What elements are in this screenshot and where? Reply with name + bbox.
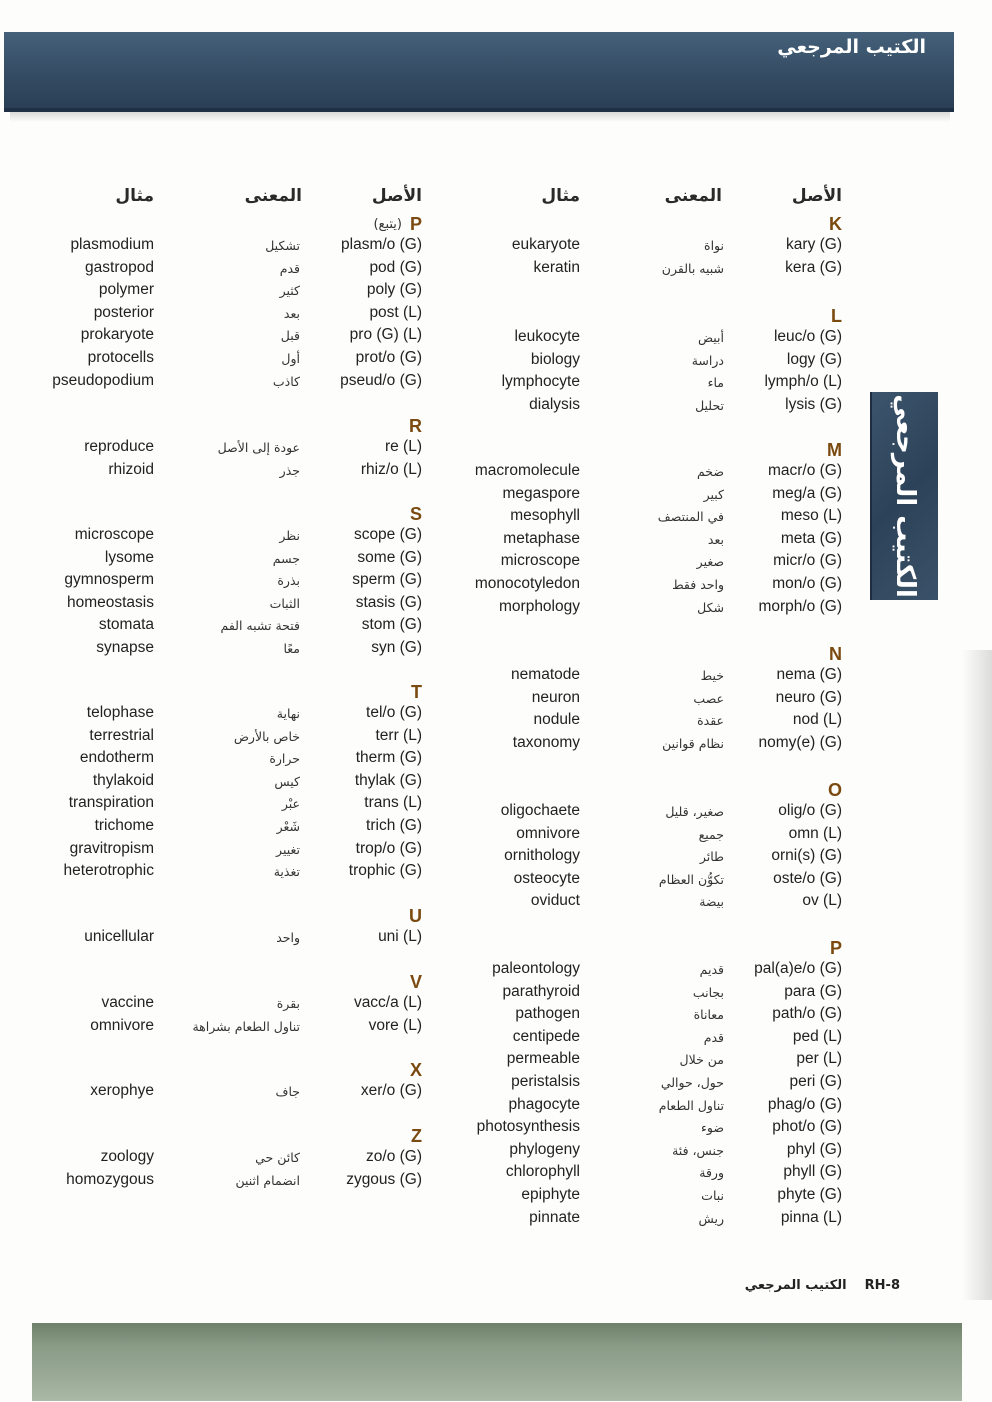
example-word: thylakoid [92,771,154,789]
header-meaning-right: المعنى [664,186,722,206]
section-letter: T [411,682,422,702]
example-word: heterotrophic [63,862,154,880]
meaning-text: قدم [703,1029,724,1045]
root-term: syn (G) [371,639,422,656]
example-word: nematode [511,666,580,683]
example-word: homozygous [66,1170,154,1188]
example-word: lymphocyte [501,373,580,391]
section-letter: P [409,214,422,234]
meaning-text: ريش [698,1210,724,1226]
example-word: pinnate [529,1208,580,1226]
example-word: macromolecule [474,462,580,479]
root-term: nomy(e) (G) [758,733,842,751]
example-word: eukaryote [511,236,580,253]
root-term: tel/o (G) [366,704,422,721]
root-term: nod (L) [792,711,842,729]
meaning-text: تناول الطعام [658,1097,724,1113]
meaning-text: كثير [279,283,300,299]
root-term: zygous (G) [346,1170,422,1188]
section-letter: X [409,1060,422,1080]
example-word: permeable [506,1050,580,1068]
section-letter: K [829,214,842,234]
root-term: para (G) [784,982,842,1000]
example-word: phagocyte [508,1095,580,1113]
root-term: meso (L) [780,507,842,525]
header-example-right: مثال [541,186,580,206]
root-term: kera (G) [785,258,842,276]
meaning-text: عصب [693,690,724,706]
header-root-right: الأصل [791,186,842,206]
section-letter: L [831,306,842,326]
root-term: pro (G) (L) [349,326,422,344]
example-word: xerophye [90,1082,154,1099]
root-term: pseud/o (G) [340,371,422,389]
section-letter: M [827,440,842,460]
root-term: pod (G) [369,258,422,276]
example-word: prokaryote [80,326,154,344]
root-term: leuc/o (G) [773,328,842,345]
meaning-text: شبيه بالقرن [661,260,724,276]
meaning-text: معاناة [693,1007,724,1023]
meaning-text: بجانب [692,984,724,1000]
meaning-text: نواة [704,238,724,253]
header-root-left: الأصل [371,186,422,206]
root-term: trop/o (G) [355,839,422,857]
root-term: phyte (G) [777,1186,842,1203]
example-word: endotherm [79,749,154,767]
example-word: centipede [512,1027,580,1045]
example-word: megaspore [502,484,580,502]
root-term: some (G) [357,548,422,566]
example-word: posterior [93,303,154,321]
root-term: logy (G) [786,350,842,368]
example-word: nodule [533,711,580,729]
meaning-text: كيس [274,773,300,789]
example-word: unicellular [84,928,154,945]
root-term: micr/o (G) [773,552,842,570]
example-word: omnivore [516,824,580,842]
root-term: zo/o (G) [366,1148,422,1165]
root-term: rhiz/o (L) [360,460,422,478]
root-term: vacc/a (L) [353,994,422,1011]
root-term: path/o (G) [772,1005,842,1023]
meaning-text: خاص بالأرض [233,728,300,744]
example-word: oligochaete [500,802,580,819]
example-word: rhizoid [108,460,154,478]
meaning-text: واحد [276,930,300,945]
root-term: re (L) [384,438,422,455]
root-term: meg/a (G) [772,484,842,502]
root-term: terr (L) [375,726,422,744]
root-term: neuro (G) [775,688,842,706]
root-term: thylak (G) [354,771,422,789]
meaning-text: انضمام اثنين [235,1172,300,1188]
meaning-text: ورقة [699,1165,724,1181]
example-word: vaccine [101,994,154,1011]
root-term: trich (G) [366,817,422,834]
meaning-text: جميع [698,826,724,842]
root-term: pal(a)e/o (G) [754,960,842,977]
example-word: oviduct [530,892,580,910]
meaning-text: كبير [703,486,724,502]
meaning-text: معًا [283,641,300,656]
meaning-text: من خلال [679,1052,724,1068]
example-word: reproduce [84,438,154,455]
example-word: transpiration [68,794,154,812]
example-word: mesophyll [510,507,580,525]
meaning-text: نهاية [276,706,300,721]
side-tab-label: الكتيب المرجعي [890,394,920,598]
meaning-text: أبيض [697,330,724,345]
meaning-text: نبات [701,1188,724,1203]
example-word: chlorophyll [505,1163,580,1181]
meaning-text: ضخم [696,464,724,479]
example-word: plasmodium [70,236,154,253]
meaning-text: جذر [279,462,300,478]
meaning-text: دراسة [691,352,724,368]
meaning-text: بذرة [277,573,300,589]
meaning-text: خيط [700,668,724,683]
example-word: metaphase [503,529,580,547]
root-term: macr/o (G) [767,462,842,479]
page-edge-shadow [962,650,992,1300]
example-word: microscope [500,552,580,570]
meaning-text: تشكيل [265,238,300,253]
meaning-text: عقدة [697,713,724,729]
header-example-left: مثال [115,186,154,206]
root-term: trans (L) [364,794,422,812]
meaning-text: جسم [272,550,300,566]
example-word: microscope [74,526,154,543]
meaning-text: شكل [697,599,724,615]
side-tab [870,392,938,600]
meaning-text: جاف [275,1084,300,1099]
meaning-text: قدم [279,260,300,276]
meaning-text: طائر [699,849,724,865]
root-term: olig/o (G) [778,802,842,819]
meaning-text: أول [281,351,300,366]
section-letter: R [409,416,422,436]
meaning-text: عبْر [281,796,300,812]
meaning-text: صغير، قليل [665,804,724,819]
page-header-title: الكتيب المرجعي [777,36,926,58]
root-term: kary (G) [786,236,842,253]
header-meaning-left: المعنى [244,186,302,206]
root-term: phyll (G) [783,1163,842,1181]
meaning-text: تكوُّن العظام [658,871,724,887]
root-term: post (L) [369,303,422,321]
meaning-text: ماء [707,375,724,391]
meaning-text: بعد [707,531,724,547]
root-term: stom (G) [361,616,422,634]
section-letter: N [829,644,842,664]
example-word: morphology [499,597,580,615]
example-word: telophase [86,704,154,721]
root-term: poly (G) [366,281,422,299]
example-word: parathyroid [502,982,580,1000]
meaning-text: تحليل [695,397,724,413]
section-letter: S [409,504,422,524]
root-term: lysis (G) [785,395,842,413]
meaning-text: قبل [280,328,300,344]
root-term: ped (L) [792,1027,842,1045]
root-term: trophic (G) [348,862,422,880]
root-term: vore (L) [368,1016,422,1034]
root-term: prot/o (G) [355,349,422,366]
footer-band [32,1323,962,1401]
meaning-text: تغيير [276,841,300,857]
section-letter: U [409,906,422,926]
example-word: epiphyte [521,1186,580,1203]
root-term: lymph/o (L) [764,373,842,391]
root-term: xer/o (G) [360,1082,422,1099]
page-number: RH-8 [864,1278,900,1293]
example-word: synapse [96,639,154,656]
example-word: phylogeny [509,1140,580,1158]
meaning-text: شَعْر [276,819,300,834]
meaning-text: نظام قوانين [662,735,724,751]
example-word: paleontology [492,960,580,977]
example-word: peristalsis [511,1073,580,1090]
example-word: gymnosperm [64,571,154,589]
meaning-text: كاذب [272,373,300,389]
root-term: phag/o (G) [767,1095,842,1113]
meaning-text: الثبات [269,595,300,611]
root-term: oste/o (G) [773,869,842,887]
meaning-text: قديم [699,962,724,977]
root-term: per (L) [796,1050,842,1068]
section-letter: Z [411,1126,422,1146]
meaning-text: تناول الطعام بشراهة [192,1018,300,1034]
meaning-text: ضوء [701,1120,724,1136]
root-term: pinna (L) [780,1208,842,1226]
meaning-text: بعد [283,305,300,321]
example-word: leukocyte [514,328,580,345]
example-word: trichome [94,817,154,834]
example-word: omnivore [90,1016,154,1034]
root-term: phot/o (G) [772,1118,842,1136]
example-word: gravitropism [69,839,154,857]
example-word: photosynthesis [476,1118,580,1136]
meaning-text: حرارة [269,751,300,767]
example-word: pseudopodium [52,371,154,389]
example-word: ornithology [504,847,580,865]
root-term: sperm (G) [352,571,422,589]
meaning-text: صغير [696,554,724,570]
example-word: gastropod [85,258,154,276]
header-shadow [10,112,950,122]
root-term: stasis (G) [355,593,422,611]
root-term: phyl (G) [786,1140,842,1158]
section-letter: P [829,938,842,958]
root-term: meta (G) [780,529,842,547]
continued-label: (يتبع) [373,217,402,232]
footer-title: الكتيب المرجعي [744,1278,847,1293]
meaning-text: في المنتصف [657,509,724,525]
section-letter: O [827,780,842,800]
footer [745,1278,900,1293]
root-term: omn (L) [788,824,842,842]
example-word: osteocyte [513,869,580,887]
root-term: therm (G) [355,749,422,767]
root-term: plasm/o (G) [341,236,422,253]
section-letter: V [409,972,422,992]
example-word: stomata [98,616,154,634]
example-word: keratin [533,258,580,276]
example-word: zoology [100,1148,154,1165]
meaning-text: بقرة [276,996,300,1011]
root-term: orni(s) (G) [771,847,842,865]
example-word: dialysis [529,395,580,413]
meaning-text: عودة إلى الأصل [217,440,300,455]
meaning-text: واحد فقط [672,577,724,592]
root-term: ov (L) [802,892,842,910]
root-term: scope (G) [353,526,422,543]
example-word: lysome [104,548,154,566]
example-word: pathogen [515,1005,580,1023]
example-word: protocells [87,349,154,366]
example-word: homeostasis [66,593,154,611]
root-term: morph/o (G) [758,597,842,615]
root-term: uni (L) [378,928,422,945]
example-word: biology [530,350,580,368]
meaning-text: حول، حوالي [660,1075,724,1090]
meaning-text: تغذية [273,864,300,880]
meaning-text: كائن حي [255,1150,300,1165]
example-word: terrestrial [89,726,154,744]
example-word: monocotyledon [474,575,580,592]
example-word: taxonomy [512,733,580,751]
root-term: nema (G) [776,666,842,683]
meaning-text: فتحة تشبه الفم [220,618,300,634]
meaning-text: جنس، فئة [672,1142,724,1158]
root-term: peri (G) [789,1073,842,1090]
meaning-text: بيضة [699,894,724,910]
root-term: mon/o (G) [772,575,842,592]
meaning-text: نظر [279,528,300,543]
example-word: neuron [531,688,580,706]
example-word: polymer [98,281,154,299]
